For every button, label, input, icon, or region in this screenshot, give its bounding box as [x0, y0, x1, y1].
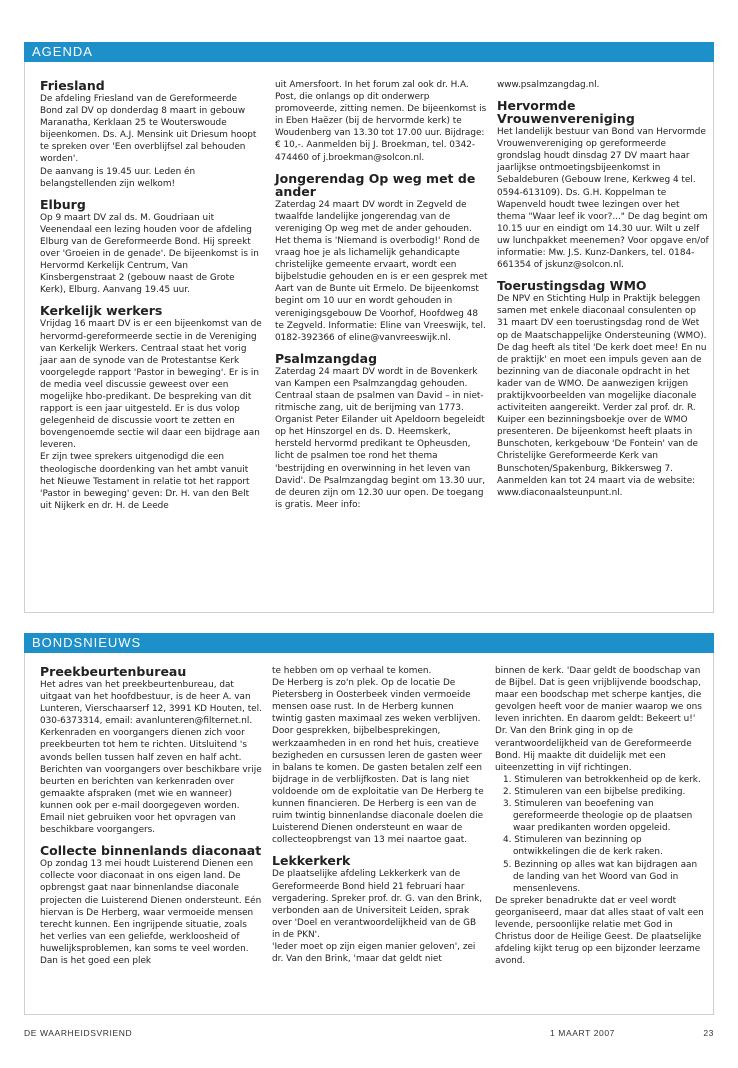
article-heading: Collecte binnenlands diaconaat	[40, 843, 262, 859]
article-heading: Lekkerkerk	[272, 853, 351, 869]
article-paragraph: Zaterdag 24 maart DV wordt in de Bovenkerk van Kampen een Psalmzangdag gehouden. Centraal staan de psalmen van David – in niet-ritmische zang, uit de berijming van 1773. Organist Peter Eilander uit Apeldoorn begeleidt op het Hinszorgel en ds. D. Heemskerk, hersteld hervormd predikant te Opheusden, licht de psalmen toe rond het thema 'bestrijding en overwinning in het leven van David'. De Psalmzangdag begint om 13.30 uur, de deuren zijn om 12.30 uur open. De toegang is gratis. Meer info:	[275, 366, 486, 510]
article-heading: Elburg	[40, 196, 86, 212]
article-paragraph: binnen de kerk. 'Daar geldt de boodschap van de Bijbel. Dat is geen vrijblijvende boodschap, maar een boodschap met scherpe kantjes, die gevolgen heeft voor de manier waarop we ons leven inrichten. En daarom geldt: Bekeert u!'	[495, 666, 702, 725]
page-number: 23	[703, 1028, 714, 1038]
agenda-column-1	[40, 79, 262, 512]
article-paragraph: Zaterdag 24 maart DV wordt in Zegveld de twaalfde landelijke jongerendag van de vereniging Op weg met de ander gehouden. Het thema is 'Niemand is overbodig!' Rond de vraag hoe je als lichamelijk gehandicapte christelijke gemeente ervaart, wordt een bijbelstudie gehouden en is er een gesprek met Aart van de Bunte uit Ermelo. De bijeenkomst begint om 10 uur en wordt gehouden in verenigingsgebouw De Voorhof, Hoofdweg 48 te Zegveld. Informatie: Eline van Vreeswijk, tel. 0182-392366 of eline@vanvreeswijk.nl.	[275, 199, 488, 343]
article-heading: Jongerendag Op weg met de ander	[275, 170, 476, 199]
article-heading: Preekbeurtenbureau	[40, 664, 187, 679]
list-item: 2. Stimuleren van een bijbelse prediking.	[503, 786, 686, 797]
article-paragraph: 'Ieder moet op zijn eigen manier geloven', zei dr. Van den Brink, 'maar dat geldt niet	[272, 941, 476, 965]
agenda-title: AGENDA	[32, 44, 93, 59]
article-paragraph: te hebben om op verhaal te komen.	[272, 666, 432, 676]
article-paragraph: Er zijn twee sprekers uitgenodigd die een theologische doordenking van het ambt vanuit het Nieuwe Testament in relatie tot het rapport 'Pastor in beweging' geven: Dr. H. van den Belt uit Nijkerk en dr. H. de Leede	[40, 452, 250, 511]
bondsnieuws-column-3	[495, 665, 710, 967]
article-paragraph: Vrijdag 16 maart DV is er een bijeenkomst van de hervormd-gereformeerde sectie in de Vereniging van Kerkelijk Werkers. Centraal staat het vorig jaar aan de synode van de Protestantse Kerk voorgelegde rapport 'Pastor in beweging'. Er is in de media veel discussie geweest over een mogelijke hbo-predikant. De bespreking van dit rapport is een jaar uitgesteld. Er is dus volop gelegenheid de discussie voort te zetten en bovengenoemde sectie wil daar een bijdrage aan leveren.	[40, 319, 262, 451]
agenda-column-3	[497, 79, 710, 499]
article-paragraph: De plaatselijke afdeling Lekkerkerk van de Gereformeerde Bond hield 21 februari haar vergadering. Spreker prof. dr. G. van den Brink, verbonden aan de Universiteit Leiden, sprak over 'Doel en verantwoordelijkheid van de GB in de PKN'.	[272, 869, 483, 940]
article-paragraph: De afdeling Friesland van de Gereformeerde Bond zal DV op donderdag 8 maart in gebouw Maranatha, Kerklaan 25 te Wouterswoude bijeenkomen. Ds. A.J. Mensink uit Driesum hoopt te spreken over 'Een overblijfsel zal behouden worden'.	[40, 94, 257, 165]
magazine-name: DE WAARHEIDSVRIEND	[24, 1028, 133, 1038]
article-paragraph: De aanvang is 19.45 uur. Leden én belangstellenden zijn welkom!	[40, 166, 196, 189]
list-item: 1. Stimuleren van betrokkenheid op de kerk.	[503, 774, 701, 785]
page-footer	[24, 1028, 714, 1044]
article-paragraph: Het adres van het preekbeurtenbureau, dat uitgaat van het hoofdbestuur, is de heer A. van Lunteren, Vierschaarserf 12, 3991 KD Houten, tel. 030-6373314, email: avanlunteren@filternet.nl.	[40, 680, 262, 727]
article-heading: Toerustingsdag WMO	[497, 278, 647, 294]
article-paragraph: De spreker benadrukte dat er veel wordt georganiseerd, maar dat alles staat of valt een levende, persoonlijke relatie met God in Christus door de Heilige Geest. De plaatselijke afdeling kijkt terug op een bijzonder leerzame avond.	[495, 895, 704, 967]
bondsnieuws-column-1	[40, 665, 262, 967]
agenda-header	[24, 42, 714, 62]
article-heading: Hervormde Vrouwenvereniging	[497, 98, 635, 127]
bondsnieuws-header	[24, 633, 714, 653]
article-paragraph: De Herberg is zo'n plek. Op de locatie De Pietersberg in Oosterbeek vinden vermoeide mensen oase rust. In de Herberg kunnen twintig gasten maximaal zes weken verblijven. Door gesprekken, bijbelbesprekingen, werkzaamheden in en rond het huis, creatieve bezigheden en cursussen leren de gasten weer in balans te komen. De gasten betalen zelf een bijdrage in de verblijfkosten. Dat is lang niet voldoende om de exploitatie van De Herberg te kunnen financieren. De Herberg is een van de ruim twintig binnenlandse diaconale doelen die Luisterend Dienen ondersteunt en waar de collecteopbrengst van 13 mei naartoe gaat.	[272, 678, 484, 846]
article-heading: Friesland	[40, 78, 105, 93]
article-paragraph: Op zondag 13 mei houdt Luisterend Dienen een collecte voor diaconaat in ons eigen land. De opbrengst gaat naar binnenlandse diaconale projecten die Luisterend Dienen ondersteunt. Eén hiervan is De Herberg, waar vermoeide mensen terecht kunnen. Een ingrijpende situatie, zoals het verlies van een geliefde, werkloosheid of huwelijksproblemen, kan soms te veel worden. Dan is het goed een plek	[40, 859, 262, 966]
article-paragraph: De NPV en Stichting Hulp in Praktijk beleggen samen met enkele diaconaal consulenten op 31 maart DV een toerustingsdag rond de Wet op de Maatschappelijke Ondersteuning (WMO). De dag heeft als titel 'De kerk doet mee! En nu de praktijk' en moet een impuls geven aan de bezinning van de diaconale opdracht in het kader van de WMO. De aanwezigen krijgen praktijkvoorbeelden van mogelijke diaconale activiteiten aangereikt. Verder zal prof. dr. R. Kuiper een bezinningsboekje over de WMO presenteren. De bijeenkomst heeft plaats in Bunschoten, kerkgebouw 'De Fontein' van de Christelijke Gereformeerde Kerk van Bunschoten/Spakenburg, Bikkersweg 7. Aanmelden kan tot 24 maart via de website: www.diaconaalsteunpunt.nl.	[497, 294, 707, 498]
article-paragraph: www.psalmzangdag.nl.	[497, 80, 600, 90]
list-item: 5. Bezinning op alles wat kan bijdragen aan de landing van het Woord van God in mensenlevens.	[503, 859, 698, 894]
article-heading: Psalmzangdag	[275, 350, 378, 366]
article-paragraph: uit Amersfoort. In het forum zal ook dr. H.A. Post, die onlangs op dit onderwerp promoveerde, zitting nemen. De bijeenkomst is in Eben Haëzer (bij de hervormde kerk) te Woudenberg van 13.30 tot 17.00 uur. Bijdrage: € 10,-. Aanmelden bij J. Broekman, tel. 0342-474460 of j.broekman@solcon.nl.	[275, 80, 487, 163]
article-paragraph: Kerkenraden en voorgangers dienen zich voor preekbeurten tot hem te richten. Uitsluitend 's avonds bellen tussen half zeven en half acht. Berichten van voorgangers over beschikbare vrije beurten en berichten van kerkenraden over gemaakte afspraken (met wie en wanneer) kunnen ook per e-mail doorgegeven worden. Email niet gebruiken voor het opvragen van beschikbare voorgangers.	[40, 728, 262, 836]
list-item: 3. Stimuleren van beoefening van gereformeerde theologie op de plaatsen waar predikanten worden opgeleid.	[503, 799, 693, 834]
article-paragraph: Dr. Van den Brink ging in op de verantwoordelijkheid van de Gereformeerde Bond. Hij maakte dit duidelijk met een uiteenzetting in vijf richtingen.	[495, 726, 692, 773]
article-paragraph: Op 9 maart DV zal ds. M. Goudriaan uit Veenendaal een lezing houden voor de afdeling Elburg van de Gereformeerde Bond. Hij spreekt over 'Groeien in de genade'. De bijeenkomst is in Hervormd Kerkelijk Centrum, Van Kinsbergenstraat 2 (gebouw naast de Grote Kerk), Elburg. Aanvang 19.45 uur.	[40, 212, 259, 296]
agenda-column-2	[275, 79, 488, 511]
bondsnieuws-title: BONDSNIEUWS	[32, 635, 142, 650]
list-item: 4. Stimuleren van bezinning op ontwikkelingen die de kerk raken.	[503, 835, 663, 858]
article-heading: Kerkelijk werkers	[40, 303, 163, 319]
article-paragraph: Het landelijk bestuur van Bond van Hervormde Vrouwenvereniging op gereformeerde grondslag houdt dinsdag 27 DV maart haar jaarlijkse ontmoetingsbijeenkomst in Sebaldeburen (Gebouw Irene, Kerkweg 4 tel. 0594-613109). Ds. G.H. Koppelman te Wapenveld houdt twee lezingen over het thema "Waar leef ik voor?..." De dag begint om 10.15 uur en eindigt om 14.30 uur. Wilt u zelf uw lunchpakket meenemen? Voor opgave en/of informatie: Mw. J.S. Kunz-Dankers, tel. 0184-661354 of jskunz@solcon.nl.	[497, 127, 709, 271]
issue-date: 1 MAART 2007	[550, 1028, 616, 1038]
numbered-list	[495, 774, 710, 895]
bondsnieuws-column-2	[272, 665, 485, 965]
